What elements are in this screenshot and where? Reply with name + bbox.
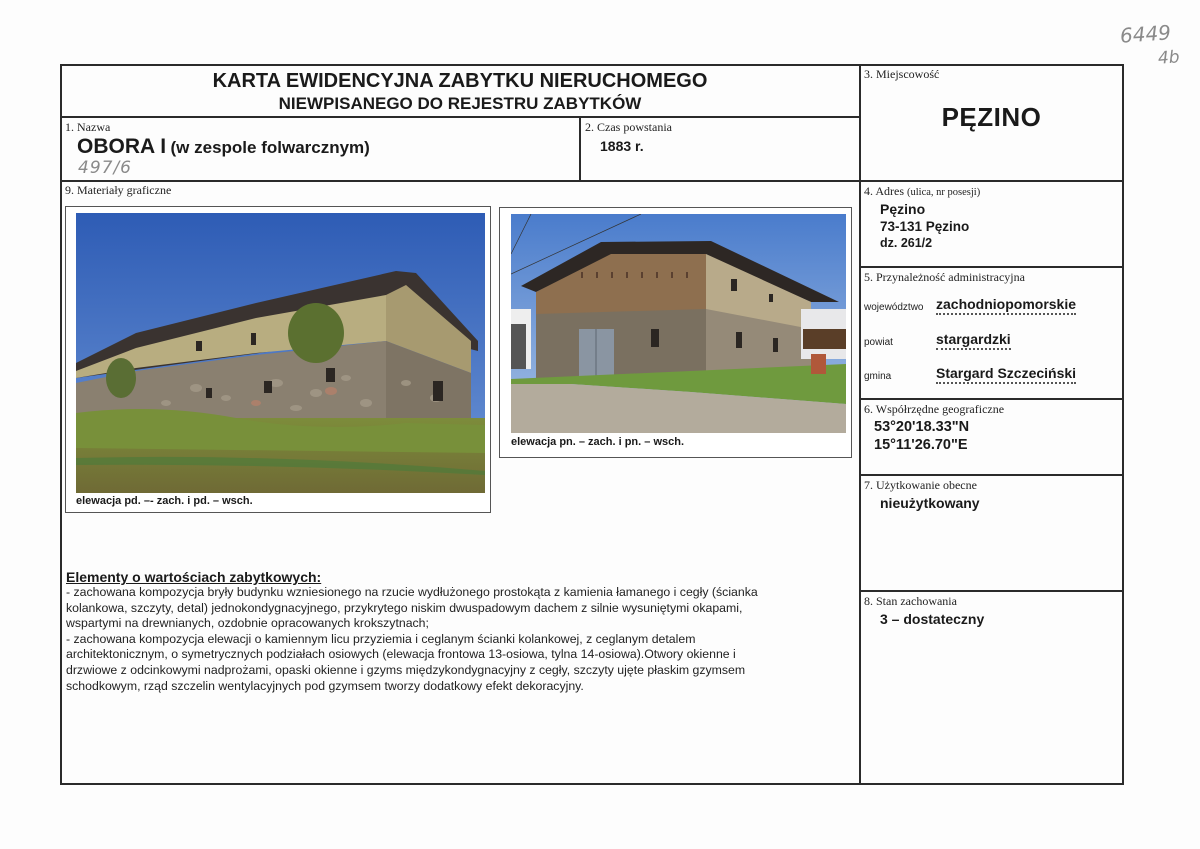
voivodeship-value: zachodniopomorskie (936, 297, 1076, 315)
condition-value: 3 – dostateczny (880, 611, 985, 627)
condition-label: 8. Stan zachowania (864, 594, 957, 608)
document-subtitle: NIEWPISANEGO DO REJESTRU ZABYTKÓW (278, 94, 642, 113)
description-line: schodkowym, rząd szczelin wentylacyjnych pod gzymsem tworzy dodatkowy efekt dekoracyjny. (66, 678, 584, 693)
photo-barn-south-elevation (76, 213, 485, 493)
handwritten-archive-number: 6449 (1119, 20, 1172, 48)
address-label (864, 184, 980, 199)
graphics-label: 9. Materiały graficzne (65, 183, 172, 197)
commune-label: gmina (864, 371, 892, 382)
administration-label: 5. Przynależność administracyjna (864, 270, 1025, 284)
locality-label: 3. Miejscowość (864, 67, 940, 81)
description-line: drzwiowe z odcinkowymi nadprożami, opaski okienne i gzyms międzykondygnacyjny z cegły, szczyty ujęte płaskim gzymsem (66, 662, 746, 677)
photo-frame-northwest (499, 207, 852, 458)
coordinates-label: 6. Współrzędne geograficzne (864, 402, 1005, 416)
address-label-main: 4. Adres (864, 184, 904, 198)
address-label-sub: (ulica, nr posesji) (907, 187, 981, 198)
object-name-main: OBORA I (77, 135, 167, 158)
photo-caption-2: elewacja pn. – zach. i pn. – wsch. (511, 436, 685, 448)
address-line-3: dz. 261/2 (880, 236, 933, 250)
name-label: 1. Nazwa (65, 120, 111, 134)
construction-date: 1883 r. (600, 138, 644, 154)
locality-value: PĘZINO (941, 102, 1042, 132)
county-value: stargardzki (936, 332, 1011, 350)
longitude-value: 15°11'26.70"E (874, 437, 968, 453)
address-line-1: Pęzino (880, 201, 926, 217)
handwritten-reference-number: 497/6 (78, 158, 132, 178)
heritage-elements-text (66, 585, 846, 694)
latitude-value: 53°20'18.33"N (874, 419, 970, 435)
description-line: - zachowana kompozycja bryły budynku wzniesionego na rzucie wydłużonego prostokąta z kamienia łamanego i cegły (ścianka (66, 585, 758, 599)
photo-caption-1: elewacja pd. –- zach. i pd. – wsch. (76, 495, 253, 507)
county-label: powiat (864, 337, 893, 348)
commune-value: Stargard Szczeciński (936, 366, 1076, 384)
description-line: wspartymi na drewnianych, ozdobnie opracowanych krokszytnach; (66, 616, 429, 631)
usage-value: nieużytkowany (880, 495, 980, 511)
handwritten-page-note: 4b (1157, 47, 1181, 69)
address-block (880, 201, 969, 252)
voivodeship-label: województwo (864, 302, 924, 313)
usage-label: 7. Użytkowanie obecne (864, 478, 977, 492)
photo-frame-southwest (65, 206, 491, 513)
photo-barn-north-elevation (511, 214, 846, 433)
date-label: 2. Czas powstania (585, 120, 672, 134)
description-line: architektonicznym, o symetrycznych podziałach osiowych (elewacja frontowa 13-osiowa, tylna 14-osiowa).Otwory okienne i (66, 647, 736, 662)
object-name (77, 135, 370, 159)
document-title: KARTA EWIDENCYJNA ZABYTKU NIERUCHOMEGO (212, 70, 708, 92)
object-name-sub: (w zespole folwarcznym) (170, 138, 370, 157)
description-line: - zachowana kompozycja elewacji o kamiennym licu przyziemia i ceglanym ścianki kolankowej, z ceglanym detalem (66, 631, 696, 646)
address-line-2: 73-131 Pęzino (880, 219, 970, 234)
description-line: kolankowa, szczyty, detal) jednokondygnacyjnego, przykrytego niskim dwuspadowym dachem z silnie wysuniętymi okapami, (66, 600, 743, 615)
heritage-elements-heading: Elementy o wartościach zabytkowych: (66, 569, 322, 585)
